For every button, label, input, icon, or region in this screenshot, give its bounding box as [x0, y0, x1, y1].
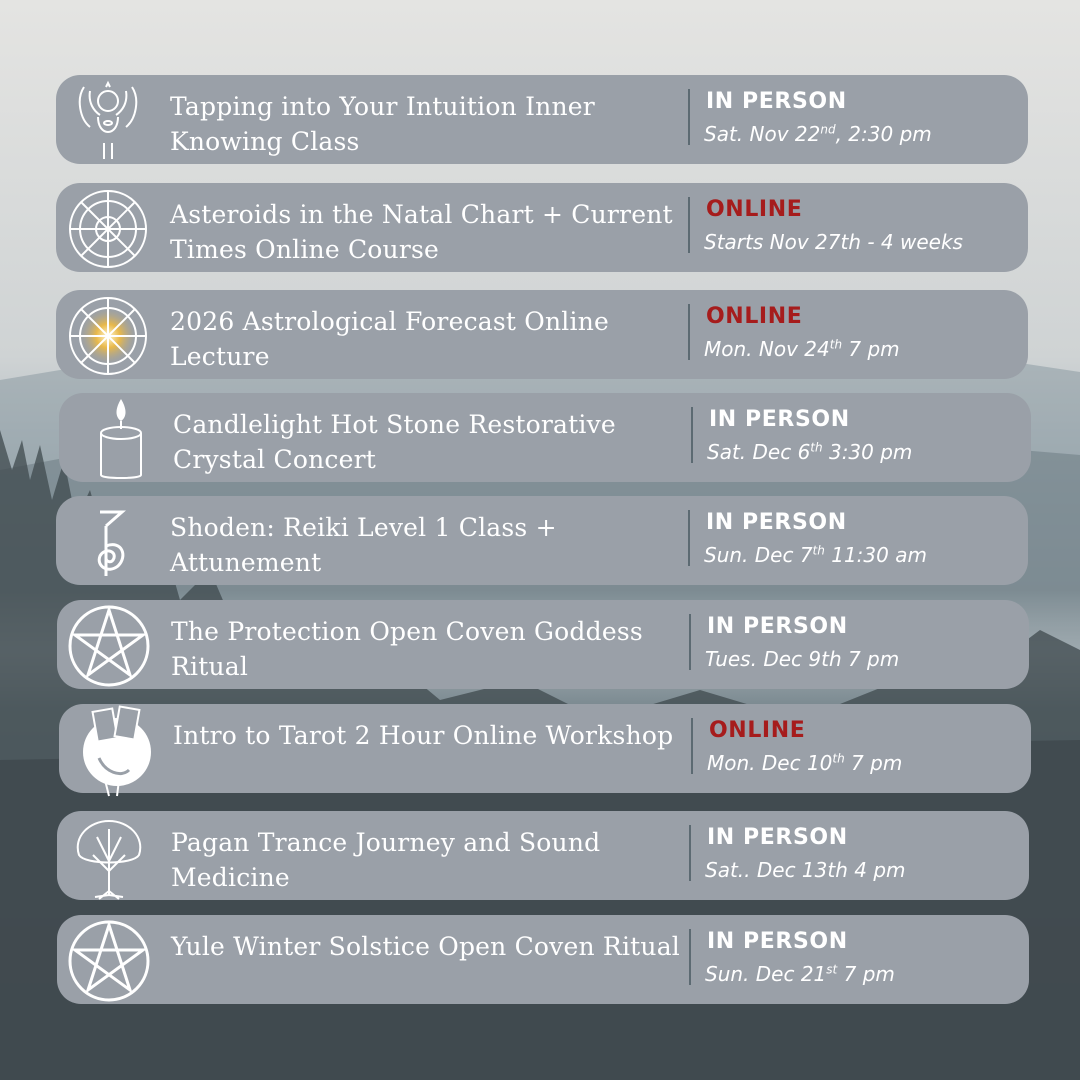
event-title: 2026 Astrological Forecast Online Lecture	[170, 307, 609, 371]
event-date: Tues. Dec 9th 7 pm	[705, 647, 900, 671]
divider	[688, 510, 690, 566]
pentacle-icon	[67, 919, 151, 1003]
event-mode: IN PERSON	[706, 89, 847, 114]
event-mode: ONLINE	[709, 718, 806, 743]
divider	[691, 718, 693, 774]
event-title: Yule Winter Solstice Open Coven Ritual	[171, 932, 681, 961]
divider	[689, 929, 691, 985]
event-date: Sun. Dec 7th 11:30 am	[704, 543, 927, 567]
divider	[688, 304, 690, 360]
glowing-wheel-icon	[66, 294, 150, 378]
event-date: Sat. Nov 22nd, 2:30 pm	[704, 122, 932, 146]
event-title: The Protection Open Coven Goddess Ritual	[171, 617, 643, 681]
event-card[interactable]	[57, 915, 1029, 1004]
zodiac-wheel-icon	[66, 187, 150, 271]
event-card[interactable]	[56, 75, 1028, 164]
divider	[689, 614, 691, 670]
divider	[688, 89, 690, 145]
event-mode: IN PERSON	[709, 407, 850, 432]
event-card[interactable]	[56, 496, 1028, 585]
candle-icon	[69, 397, 153, 481]
event-card[interactable]	[56, 290, 1028, 379]
event-mode: ONLINE	[706, 197, 803, 222]
divider	[691, 407, 693, 463]
event-card[interactable]	[57, 600, 1029, 689]
goddess-face-icon	[66, 79, 150, 163]
event-title: Tapping into Your Intuition Inner Knowing Class	[170, 92, 595, 156]
event-mode: IN PERSON	[707, 825, 848, 850]
tarot-cards-icon	[69, 708, 153, 792]
event-title: Intro to Tarot 2 Hour Online Workshop	[173, 721, 674, 750]
event-title: Candlelight Hot Stone Restorative Crystal Concert	[173, 410, 616, 474]
event-mode: IN PERSON	[707, 614, 848, 639]
event-title: Pagan Trance Journey and Sound Medicine	[171, 828, 601, 892]
event-mode: ONLINE	[706, 304, 803, 329]
event-mode: IN PERSON	[707, 929, 848, 954]
event-date: Mon. Dec 10th 7 pm	[707, 751, 903, 775]
event-card[interactable]	[56, 183, 1028, 272]
divider	[688, 197, 690, 253]
reiki-symbol-icon	[66, 500, 150, 584]
event-card[interactable]	[59, 393, 1031, 482]
tree-of-life-icon	[67, 815, 151, 899]
divider	[689, 825, 691, 881]
event-title: Shoden: Reiki Level 1 Class + Attunement	[170, 513, 557, 577]
event-date: Starts Nov 27th - 4 weeks	[704, 230, 963, 254]
event-date: Sun. Dec 21st 7 pm	[705, 962, 895, 986]
event-mode: IN PERSON	[706, 510, 847, 535]
event-date: Sat. Dec 6th 3:30 pm	[707, 440, 913, 464]
event-date: Sat.. Dec 13th 4 pm	[705, 858, 906, 882]
event-card[interactable]	[57, 811, 1029, 900]
pentacle-icon	[67, 604, 151, 688]
event-card[interactable]	[59, 704, 1031, 793]
event-date: Mon. Nov 24th 7 pm	[704, 337, 900, 361]
event-title: Asteroids in the Natal Chart + Current Times Online Course	[170, 200, 673, 264]
